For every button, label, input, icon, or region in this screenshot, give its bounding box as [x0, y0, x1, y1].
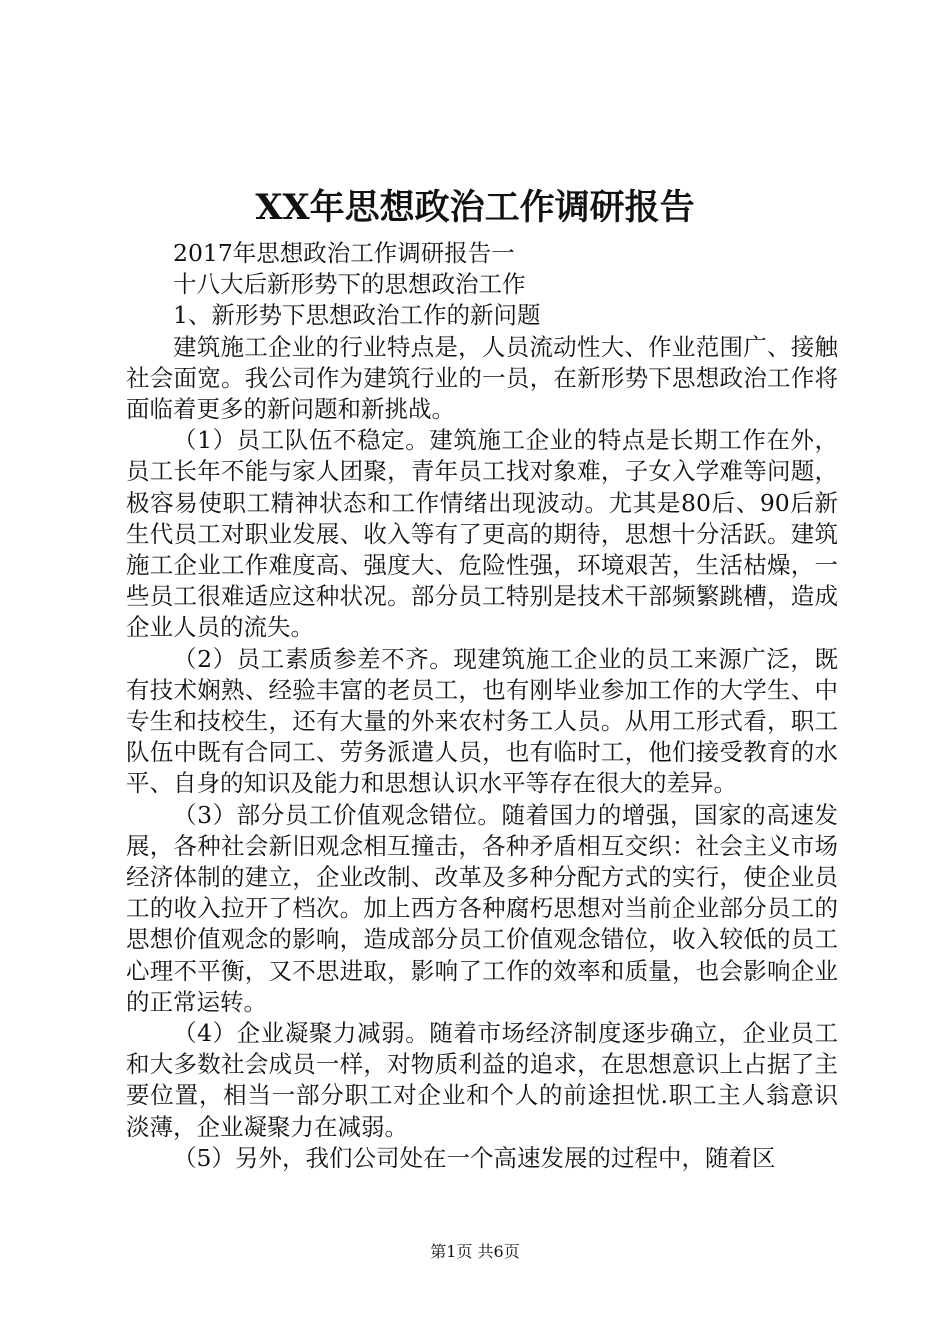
paragraph: 建筑施工企业的行业特点是，人员流动性大、作业范围广、接触社会面宽。我公司作为建筑行业的一员，在新形势下思想政治工作将面临着更多的新问题和新挑战。 [126, 332, 838, 424]
document-title: XX年思想政治工作调研报告 [255, 187, 695, 228]
paragraph: （2）员工素质参差不齐。现建筑施工企业的员工来源广泛，既有技术娴熟、经验丰富的老员工，也有刚毕业参加工作的大学生、中专生和技校生，还有大量的外来农村务工人员。从用工形式看，职工队伍中既有合同工、劳务派遣人员，也有临时工，他们接受教育的水平、自身的知识及能力和思想认识水平等存在很大的差异。 [126, 644, 838, 798]
paragraph: （4）企业凝聚力减弱。随着市场经济制度逐步确立，企业员工和大多数社会成员一样，对物质利益的追求，在思想意识上占据了主要位置，相当一部分职工对企业和个人的前途担忧.职工主人翁意识淡薄，企业凝聚力在减弱。 [126, 1019, 838, 1141]
subtitle-line: 2017年思想政治工作调研报告一 [173, 239, 515, 267]
paragraph: （3）部分员工价值观念错位。随着国力的增强，国家的高速发展，各种社会新旧观念相互撞击，各种矛盾相互交织：社会主义市场经济体制的建立，企业改制、改革及多种分配方式的实行，使企业员工的收入拉开了档次。加上西方各种腐朽思想对当前企业部分员工的思想价值观念的影响，造成部分员工价值观念错位，收入较低的员工心理不平衡，又不思进取，影响了工作的效率和质量，也会影响企业的正常运转。 [126, 800, 838, 1016]
document-body [126, 238, 838, 1174]
page-footer: 第1页 共6页 [430, 1242, 520, 1261]
section-heading: 1、新形势下思想政治工作的新问题 [173, 301, 541, 330]
paragraph: （1）员工队伍不稳定。建筑施工企业的特点是长期工作在外，员工长年不能与家人团聚，青年员工找对象难，子女入学难等问题，极容易使职工精神状态和工作情绪出现波动。尤其是80后、90后新生代员工对职业发展、收入等有了更高的期待，思想十分活跃。建筑施工企业工作难度高、强度大、危险性强，环境艰苦，生活枯燥，一些员工很难适应这种状况。部分员工特别是技术干部频繁跳槽，造成企业人员的流失。 [126, 426, 838, 642]
paragraph: （5）另外，我们公司处在一个高速发展的过程中，随着区 [173, 1143, 776, 1172]
subtitle-line: 十八大后新形势下的思想政治工作 [173, 270, 526, 299]
